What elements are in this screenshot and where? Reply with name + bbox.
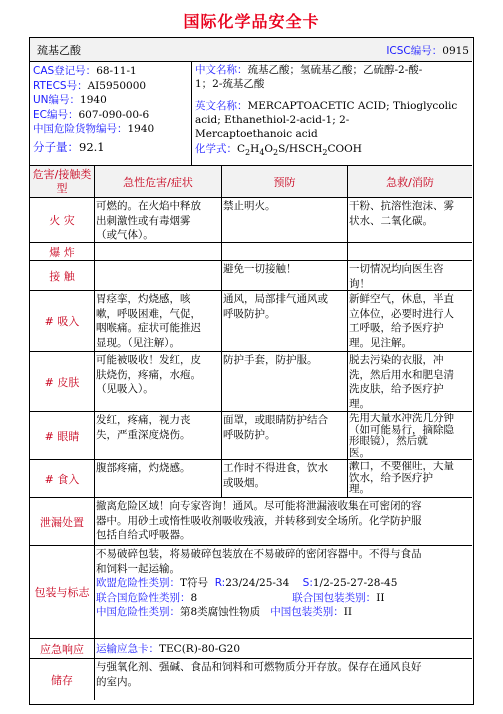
cn-name-line2: 1；2-巯基乙酸	[195, 78, 265, 90]
emergency-text	[96, 642, 471, 657]
packaging-label: 包装与标志	[34, 586, 90, 599]
eyes-prevention: 面罩，或眼睛防护结合 呼吸防护。	[223, 414, 328, 441]
r-label: R:	[214, 577, 226, 589]
ingestion-hazard: 腹部疼痛，灼烧感。	[96, 462, 191, 474]
ec-label: EC编号：	[33, 108, 79, 121]
rtecs-label: RTECS号：	[33, 79, 88, 92]
emergency-card-value: TEC(R)-80-G20	[159, 643, 241, 655]
hazard-header: 急性危害/症状	[123, 175, 193, 189]
skin-hazard: 可能被吸收！发红，皮 肤烧伤，疼痛，水疱。 （见吸入）。	[96, 354, 201, 395]
cn-class-label: 中国危险性类别：	[96, 606, 180, 618]
fire-label: 火 灾	[49, 214, 75, 227]
ids-block	[33, 64, 189, 154]
un-class-value: 8	[190, 591, 198, 604]
explosion-label: 爆 炸	[49, 245, 75, 259]
ingestion-label: # 食入	[44, 472, 80, 486]
skin-label: # 皮肤	[44, 375, 80, 389]
fire-firstaid: 干粉、抗溶性泡沫、雾 状水、二氧化碳。	[349, 200, 454, 227]
icsc-number	[386, 43, 469, 58]
ec-value: 607-090-00-6	[78, 108, 150, 121]
eu-class-label: 欧盟危险性类别：	[96, 577, 180, 589]
ingestion-prevention: 工作时不得进食，饮水 或吸烟。	[223, 462, 328, 489]
packaging-text: 不易破碎包装，将易破碎包装放在不易破碎的密闭容器中。不得与食品 和饲料一起运输。 欧盟危险性类别：T符号 R:23/24/25-34 S:1/2-25-27-28-45 联合国危险性类别：8 联合国包装类别：II 中国危险性类别：第8类腐蚀性物质 中国包装类别：II	[96, 548, 422, 618]
type-header: 危害/接触类型	[32, 167, 92, 195]
formula-value: $C_2H_4O_2S/HSCH_2COOH$	[237, 143, 362, 158]
spill-text: 撤离危险区域！向专家咨询！通风。尽可能将泄漏液收集在可密闭的容 器中。用砂土或惰性吸收剂吸收残液，并转移到安全场所。化学防护服 包括自给式呼吸器。	[96, 500, 422, 541]
emergency-card-label: 运输应急卡：	[96, 643, 159, 655]
mw-value: 92.1	[79, 139, 105, 154]
en-name-line1: MERCAPTOACETIC ACID; Thioglycolic	[247, 100, 458, 112]
eyes-firstaid: 先用大量水冲洗几分钟 （如可能易行，摘除隐 形眼镜），然后就 医。	[349, 413, 454, 459]
spill-label: 泄漏处置	[40, 515, 84, 529]
inhalation-label: # 吸入	[44, 315, 80, 328]
cn-dangerous-label: 中国危险货物编号：	[33, 123, 128, 135]
r-value: 23/24/25-34	[225, 577, 290, 589]
cn-pack-label: 中国包装类别：	[270, 606, 344, 618]
cas-label: CAS登记号：	[33, 65, 97, 77]
contact-prevention: 避免一切接触！	[223, 263, 297, 275]
un-pack-value: II	[376, 591, 385, 604]
storage-text: 与强氧化剂、强碱、食品和饲料和可燃物质分开存放。保存在通风良好 的室内。	[96, 661, 422, 688]
un-class-label: 联合国危险性类别：	[96, 591, 191, 604]
icsc-label: ICSC编号：	[386, 45, 443, 57]
safety-card	[29, 37, 474, 705]
prevention-header: 预防	[273, 175, 296, 189]
un-value: 1940	[80, 94, 107, 106]
eu-class-value: T符号	[180, 577, 209, 589]
rtecs-value: AI5950000	[87, 79, 147, 92]
skin-prevention: 防护手套，防护服。	[223, 354, 318, 366]
cn-pack-value: II	[343, 606, 352, 618]
icsc-value: 0915	[442, 45, 469, 57]
firstaid-header: 急救/消防	[386, 175, 434, 189]
contact-firstaid: 一切情况均向医生咨 询！	[349, 263, 444, 290]
fire-hazard: 可燃的。在火焰中释放 出刺激性或有毒烟雾 （或气体）。	[96, 200, 201, 241]
inhalation-hazard: 胃痉挛，灼烧感，咳 嗽，呼吸困难，气促， 咽喉痛。症状可能推迟 显现。（见注解）。	[96, 293, 201, 349]
en-name-label: 英文名称：	[195, 100, 248, 112]
card-title: 国际化学品安全卡	[183, 12, 320, 31]
inhalation-prevention: 通风，局部排气通风或 呼吸防护。	[223, 293, 328, 320]
emergency-label: 应急响应	[40, 642, 84, 656]
cn-name-line1: 巯基乙酸；氢硫基乙酸；乙硫醇-2-酸-	[247, 64, 423, 76]
formula-label: 化学式：	[195, 143, 237, 155]
eyes-hazard: 发红，疼痛，视力丧 失，严重深度烧伤。	[96, 414, 191, 441]
un-pack-label: 联合国包装类别：	[292, 591, 377, 604]
eyes-label: # 眼睛	[44, 429, 80, 443]
cn-class-value: 第8类腐蚀性物质	[180, 606, 261, 618]
cn-name-label: 中文名称：	[195, 64, 248, 76]
ingestion-firstaid: 漱口，不要催吐，大量 饮水，给予医疗护 理。	[349, 461, 454, 495]
inhalation-firstaid: 新鲜空气，休息，半直 立体位，必要时进行人 工呼吸，给予医疗护 理。见注解。	[349, 293, 454, 349]
cn-dangerous-value: 1940	[127, 123, 155, 135]
contact-label: 接 触	[49, 269, 75, 283]
s-value: 1/2-25-27-28-45	[312, 577, 398, 589]
s-label: S:	[302, 577, 313, 589]
fire-prevention: 禁止明火。	[223, 200, 276, 212]
en-name-line3: Mercaptoethanoic acid	[195, 128, 318, 140]
chemical-name: 巯基乙酸	[37, 44, 81, 57]
skin-firstaid: 脱去污染的衣服，冲 洗，然后用水和肥皂清 洗皮肤，给予医疗护 理。	[349, 354, 454, 410]
un-label: UN编号：	[33, 94, 81, 106]
en-name-line2: acid; Ethanethiol-2-acid-1; 2-	[195, 114, 350, 126]
cas-value: 68-11-1	[96, 65, 137, 77]
names-block	[195, 63, 470, 160]
mw-label: 分子量：	[33, 139, 79, 154]
storage-label: 储存	[51, 674, 73, 687]
